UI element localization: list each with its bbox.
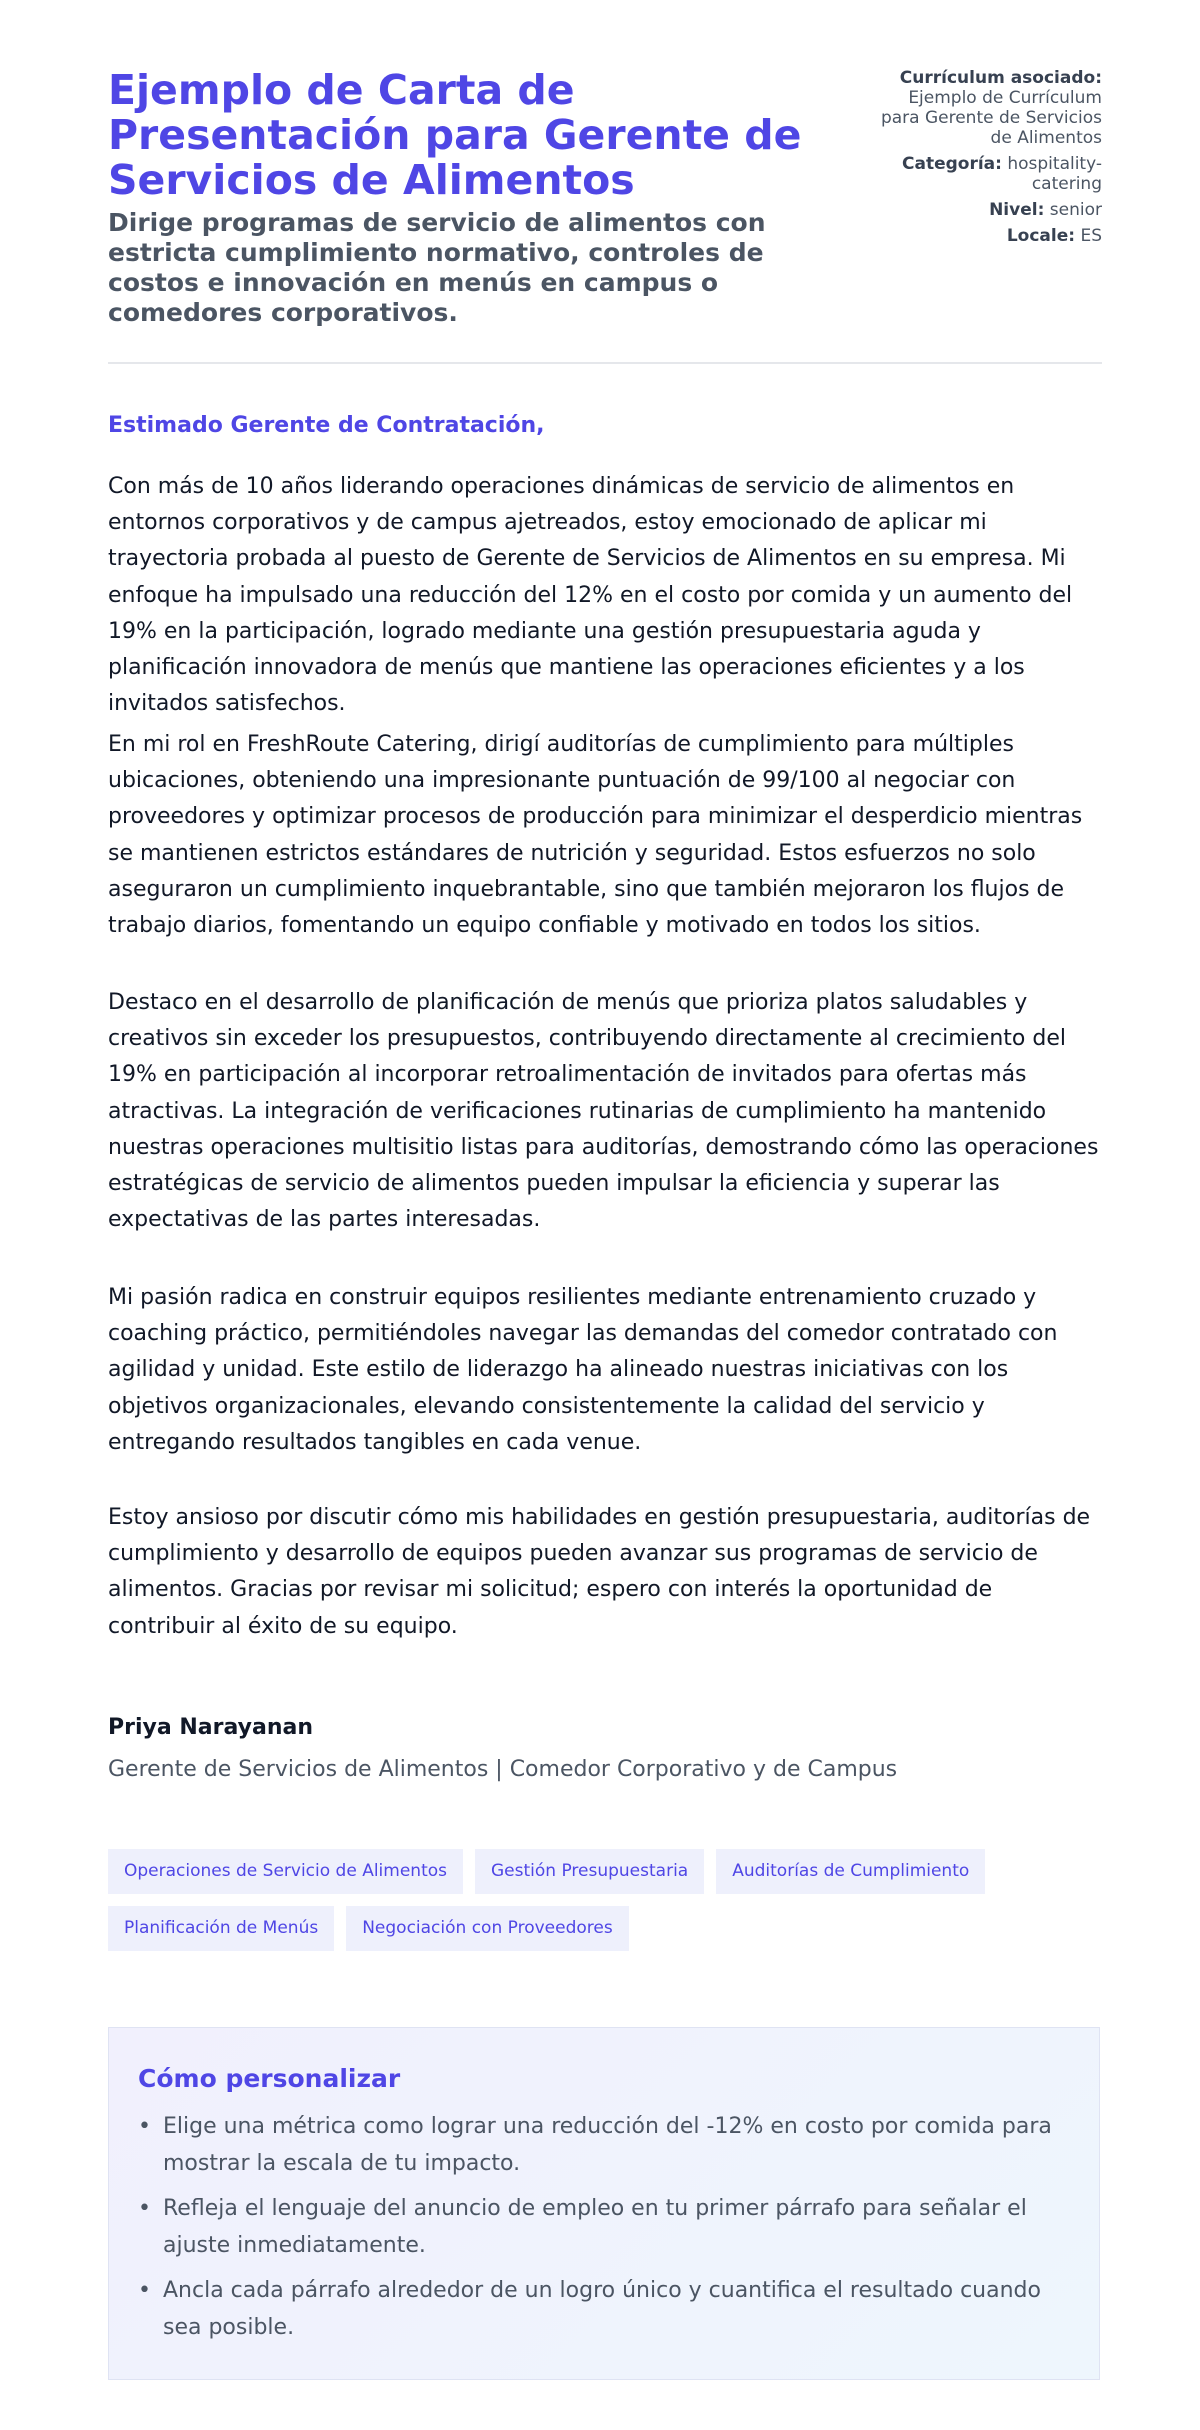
meta-resume-label: Currículum asociado: (899, 68, 1102, 88)
meta-level (867, 200, 1102, 220)
customize-tip (138, 2273, 1058, 2346)
meta-category-label: Categoría: (902, 154, 1002, 174)
skill-tag: Planificación de Menús (108, 1906, 334, 1951)
bullet-icon: • (138, 2114, 151, 2139)
page-header (108, 68, 1102, 362)
letter-paragraph-1: Con más de 10 años liderando operaciones dinámicas de servicio de alimentos en entornos corporativos y de campus ajetreados, estoy emocionado de aplicar mi trayectoria probada al puesto de Gerente de Servicios de Alimentos en su empresa. Mi enfoque ha impulsado una reducción del 12% en el costo por comida y un aumento del 19% en la participación, logrado mediante una gestión presupuestaria aguda y planificación innovadora de menús que mantiene las operaciones eficientes y a los invitados satisfechos. (108, 474, 1073, 717)
meta-locale (867, 226, 1102, 246)
customize-tips-box (108, 2027, 1100, 2380)
meta-level-label: Nivel: (989, 200, 1045, 220)
meta-locale-label: Locale: (1006, 226, 1076, 246)
customize-tip-text: Elige una métrica como lograr una reducción del -12% en costo por comida para mostrar la escala de tu impacto. (163, 2114, 1052, 2176)
signature-name: Priya Narayanan (108, 1715, 313, 1740)
meta-level-value: senior (1049, 200, 1102, 220)
letter-paragraph-4: Mi pasión radica en construir equipos resilientes mediante entrenamiento cruzado y coaching práctico, permitiéndoles navegar las demandas del comedor contratado con agilidad y unidad. Este estilo de liderazgo ha alineado nuestras iniciativas con los objetivos organizacionales, elevando consistentemente la calidad del servicio y entregando resultados tangibles en cada venue. (108, 1285, 1058, 1455)
skill-tag: Operaciones de Servicio de Alimentos (108, 1849, 463, 1894)
bullet-icon: • (138, 2196, 151, 2221)
metadata-panel (867, 68, 1102, 252)
meta-resume-value: Ejemplo de Currículum para Gerente de Servicios de Alimentos (880, 88, 1102, 148)
skill-tags (108, 1849, 1102, 1951)
page-title: Ejemplo de Carta de Presentación para Gerente de Servicios de Alimentos (108, 66, 802, 204)
page-subtitle: Dirige programas de servicio de alimentos con estricta cumplimiento normativo, controles de costos e innovación en menús en campus o comedores corporativos. (108, 208, 766, 327)
letter-greeting: Estimado Gerente de Contratación, (108, 413, 545, 438)
customize-tip (138, 2109, 1058, 2182)
letter-paragraph-3: Destaco en el desarrollo de planificación de menús que prioriza platos saludables y creativos sin exceder los presupuestos, contribuyendo directamente al crecimiento del 19% en participación al incorporar retroalimentación de invitados para ofertas más atractivas. La integración de verificaciones rutinarias de cumplimiento ha mantenido nuestras operaciones multisitio listas para auditorías, demostrando cómo las operaciones estratégicas de servicio de alimentos pueden impulsar la eficiencia y superar las expectativas de las partes interesadas. (108, 990, 1099, 1233)
meta-category-value: hospitality-catering (1007, 154, 1102, 194)
customize-tip-text: Refleja el lenguaje del anuncio de empleo en tu primer párrafo para señalar el ajuste inmediatamente. (163, 2196, 1027, 2258)
letter-paragraph-5: Estoy ansioso por discutir cómo mis habilidades en gestión presupuestaria, auditorías de cumplimiento y desarrollo de equipos pueden avanzar sus programas de servicio de alimentos. Gracias por revisar mi solicitud; espero con interés la oportunidad de contribuir al éxito de su equipo. (108, 1505, 1091, 1639)
letter-paragraph-2: En mi rol en FreshRoute Catering, dirigí auditorías de cumplimiento para múltiples ubicaciones, obteniendo una impresionante puntuación de 99/100 al negociar con proveedores y optimizar procesos de producción para minimizar el desperdicio mientras se mantienen estrictos estándares de nutrición y seguridad. Estos esfuerzos no solo aseguraron un cumplimiento inquebrantable, sino que también mejoraron los flujos de trabajo diarios, fomentando un equipo confiable y motivado en todos los sitios. (108, 732, 1083, 939)
bullet-icon: • (138, 2278, 151, 2303)
meta-resume (867, 68, 1102, 148)
meta-category (867, 154, 1102, 194)
skill-tag: Auditorías de Cumplimiento (716, 1849, 985, 1894)
skill-tag: Gestión Presupuestaria (475, 1849, 704, 1894)
customize-title: Cómo personalizar (138, 2064, 401, 2093)
meta-locale-value: ES (1080, 226, 1102, 246)
customize-tip-text: Ancla cada párrafo alrededor de un logro único y cuantifica el resultado cuando sea posible. (163, 2278, 1041, 2340)
customize-tip (138, 2191, 1058, 2264)
customize-list (138, 2109, 1058, 2355)
header-divider (108, 362, 1102, 364)
skill-tag: Negociación con Proveedores (346, 1906, 629, 1951)
signature-title: Gerente de Servicios de Alimentos | Comedor Corporativo y de Campus (108, 1757, 898, 1782)
